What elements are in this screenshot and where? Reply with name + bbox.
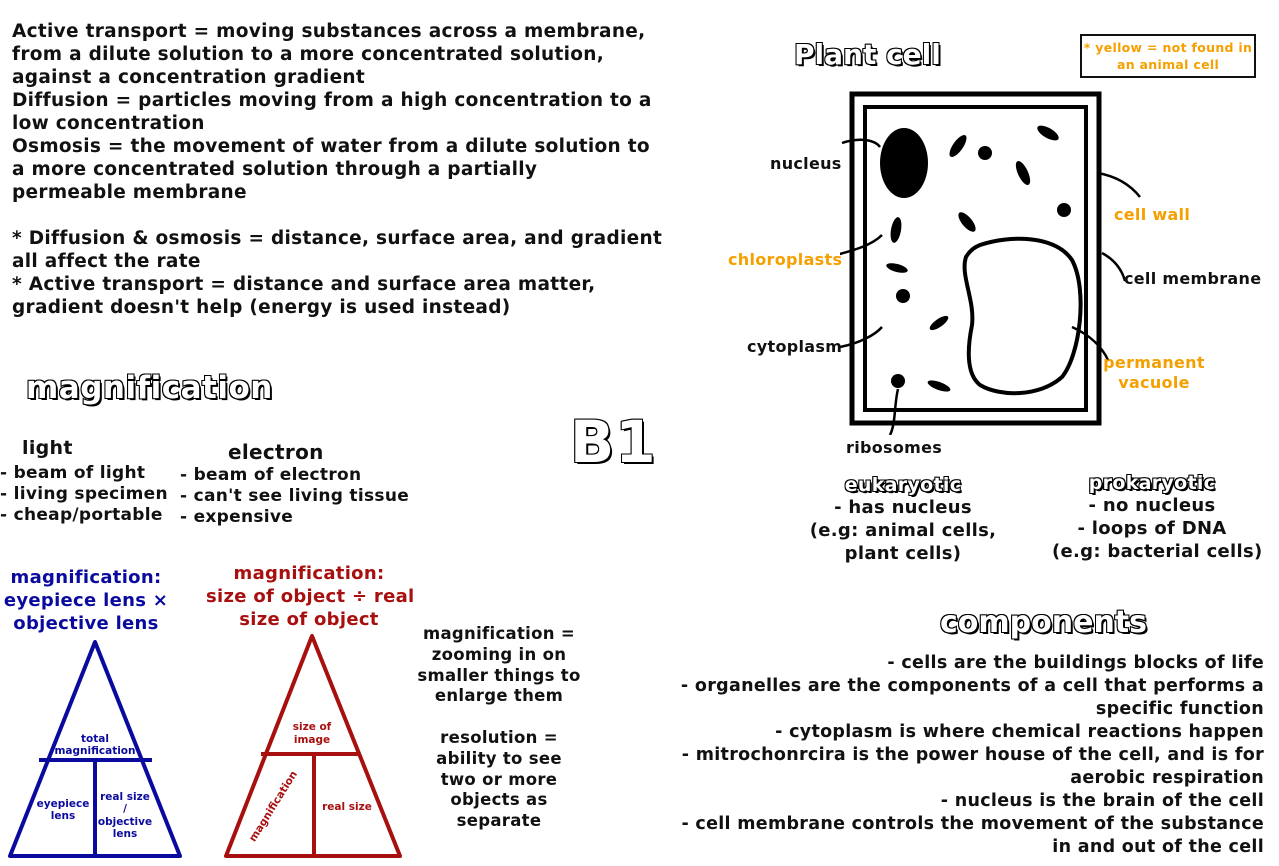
formula-line: objective lens xyxy=(13,613,159,634)
key-note-line: * yellow = not found in xyxy=(1083,40,1253,55)
definition-line: all affect the rate xyxy=(12,251,201,272)
definition-line: Active transport = moving substances across a membrane, xyxy=(12,21,646,42)
formula-line: magnification: xyxy=(233,563,385,584)
nucleus-shape xyxy=(880,128,928,198)
prokaryotic-item: - no nucleus xyxy=(1088,495,1216,516)
electron-item: - expensive xyxy=(180,507,294,527)
component-line: - nucleus is the brain of the cell xyxy=(940,791,1264,811)
chloroplast-shape xyxy=(1013,159,1033,187)
light-title: light xyxy=(22,437,73,459)
definition-line xyxy=(12,204,622,227)
prokaryotic-item: (e.g: bacterial cells) xyxy=(1052,541,1263,562)
chloroplast-shape xyxy=(926,378,951,394)
light-item: - cheap/portable xyxy=(0,505,163,525)
definition-line: gradient doesn't help (energy is used instead) xyxy=(12,297,511,318)
vacuole-shape xyxy=(965,239,1081,393)
component-line: - mitrochonrcira is the power house of the cell, and is for xyxy=(681,745,1264,765)
magnification-formula-red xyxy=(206,562,415,631)
triangle-top-label: magnification xyxy=(54,745,136,757)
component-line: specific function xyxy=(1095,699,1264,719)
component-line: in and out of the cell xyxy=(1052,837,1264,857)
magnification-formula-blue xyxy=(0,566,172,635)
eukaryotic-item: (e.g: animal cells, xyxy=(809,520,997,541)
triangle-top-label: size of xyxy=(292,721,332,733)
note-line: separate xyxy=(456,811,542,831)
key-note-line: an animal cell xyxy=(1116,57,1220,72)
electron-microscope-block xyxy=(180,442,409,528)
label-nucleus: nucleus xyxy=(770,154,842,173)
light-item: - beam of light xyxy=(0,463,146,483)
chloroplast-shape xyxy=(885,261,908,274)
prokaryotic-title: prokaryotic xyxy=(1088,472,1216,494)
label-cell-membrane: cell membrane xyxy=(1124,269,1262,288)
definition-line: low concentration xyxy=(12,113,205,134)
electron-item: - can't see living tissue xyxy=(180,486,410,506)
magnification-triangle-red xyxy=(218,630,408,862)
magnification-heading: magnification xyxy=(26,370,273,406)
formula-line: eyepiece lens × xyxy=(3,590,169,611)
magnification-triangle-blue xyxy=(0,636,190,862)
definition-line: Diffusion = particles moving from a high concentration to a xyxy=(12,90,652,111)
label-cytoplasm: cytoplasm xyxy=(747,337,843,356)
eukaryotic-block xyxy=(808,474,998,565)
topic-title: B1 xyxy=(570,408,657,476)
definition-line: against a concentration gradient xyxy=(12,67,366,88)
components-heading: components xyxy=(940,605,1147,640)
formula-line: size of object ÷ real xyxy=(206,586,415,607)
vacuole-label-line: vacuole xyxy=(1118,373,1190,392)
definition-line: * Diffusion & osmosis = distance, surface area, and gradient xyxy=(12,228,663,249)
definition-line: Osmosis = the movement of water from a dilute solution to xyxy=(12,136,650,157)
electron-title: electron xyxy=(228,440,324,464)
note-line: ability to see xyxy=(436,748,562,768)
definitions-block xyxy=(12,20,663,319)
definition-line: a more concentrated solution through a partially xyxy=(12,159,538,180)
triangle-right-label: lens xyxy=(112,828,138,840)
chloroplast-shape xyxy=(946,132,969,159)
note-line: zooming in on xyxy=(431,644,567,664)
note-line: two or more xyxy=(440,769,558,789)
formula-line: magnification: xyxy=(10,567,162,588)
label-cell-wall: cell wall xyxy=(1114,205,1191,224)
triangle-top-label: image xyxy=(293,734,331,746)
triangle-top-label: total xyxy=(81,733,109,745)
component-line: - cells are the buildings blocks of life xyxy=(887,653,1264,673)
note-line: objects as xyxy=(450,790,548,810)
triangle-right-label: / xyxy=(123,803,127,815)
label-chloroplasts: chloroplasts xyxy=(728,250,843,269)
definition-line: * Active transport = distance and surface area matter, xyxy=(12,274,596,295)
ribosome-dot xyxy=(896,289,910,303)
triangle-left-label: lens xyxy=(50,810,76,822)
electron-item: - beam of electron xyxy=(180,465,362,485)
triangle-left-label: magnification xyxy=(246,768,301,844)
triangle-right-label: real size xyxy=(100,791,150,803)
vacuole-label-line: permanent xyxy=(1103,353,1205,372)
note-line xyxy=(414,707,584,728)
light-microscope-block xyxy=(0,438,168,526)
ribosome-dot xyxy=(1057,203,1071,217)
prokaryotic-block xyxy=(1052,472,1263,563)
chloroplast-shape xyxy=(889,216,903,243)
chloroplast-shape xyxy=(955,210,978,235)
component-line: aerobic respiration xyxy=(1070,768,1264,788)
note-line: enlarge them xyxy=(434,686,564,706)
component-line: - organelles are the components of a cell that performs a xyxy=(680,676,1264,696)
note-line: magnification = xyxy=(423,624,575,643)
definition-line: permeable membrane xyxy=(12,182,247,203)
chloroplast-shape xyxy=(928,313,951,332)
component-line: - cytoplasm is where chemical reactions happen xyxy=(775,722,1264,742)
light-item: - living specimen xyxy=(0,484,168,504)
chloroplast-shape xyxy=(1035,123,1061,144)
label-ribosomes: ribosomes xyxy=(846,438,943,457)
label-permanent-vacuole xyxy=(1100,353,1208,393)
triangle-left-label: eyepiece xyxy=(36,798,90,810)
plant-cell-heading: Plant cell xyxy=(794,38,941,71)
prokaryotic-item: - loops of DNA xyxy=(1077,518,1227,539)
eukaryotic-item: - has nucleus xyxy=(834,497,972,518)
triangle-right-label: objective xyxy=(97,816,153,828)
ribosome-dot xyxy=(978,146,992,160)
eukaryotic-title: eukaryotic xyxy=(844,474,962,496)
triangle-right-label: real size xyxy=(322,801,372,813)
components-list xyxy=(660,652,1264,859)
formula-line: size of object xyxy=(239,609,379,630)
magnification-notes xyxy=(414,624,584,832)
yellow-key-note xyxy=(1080,34,1256,78)
definition-line: from a dilute solution to a more concentrated solution, xyxy=(12,44,605,65)
component-line: - cell membrane controls the movement of the substance xyxy=(681,814,1264,834)
note-line: smaller things to xyxy=(417,665,581,685)
ribosome-dot xyxy=(891,374,905,388)
note-line: resolution = xyxy=(440,727,558,747)
eukaryotic-item: plant cells) xyxy=(844,543,962,564)
